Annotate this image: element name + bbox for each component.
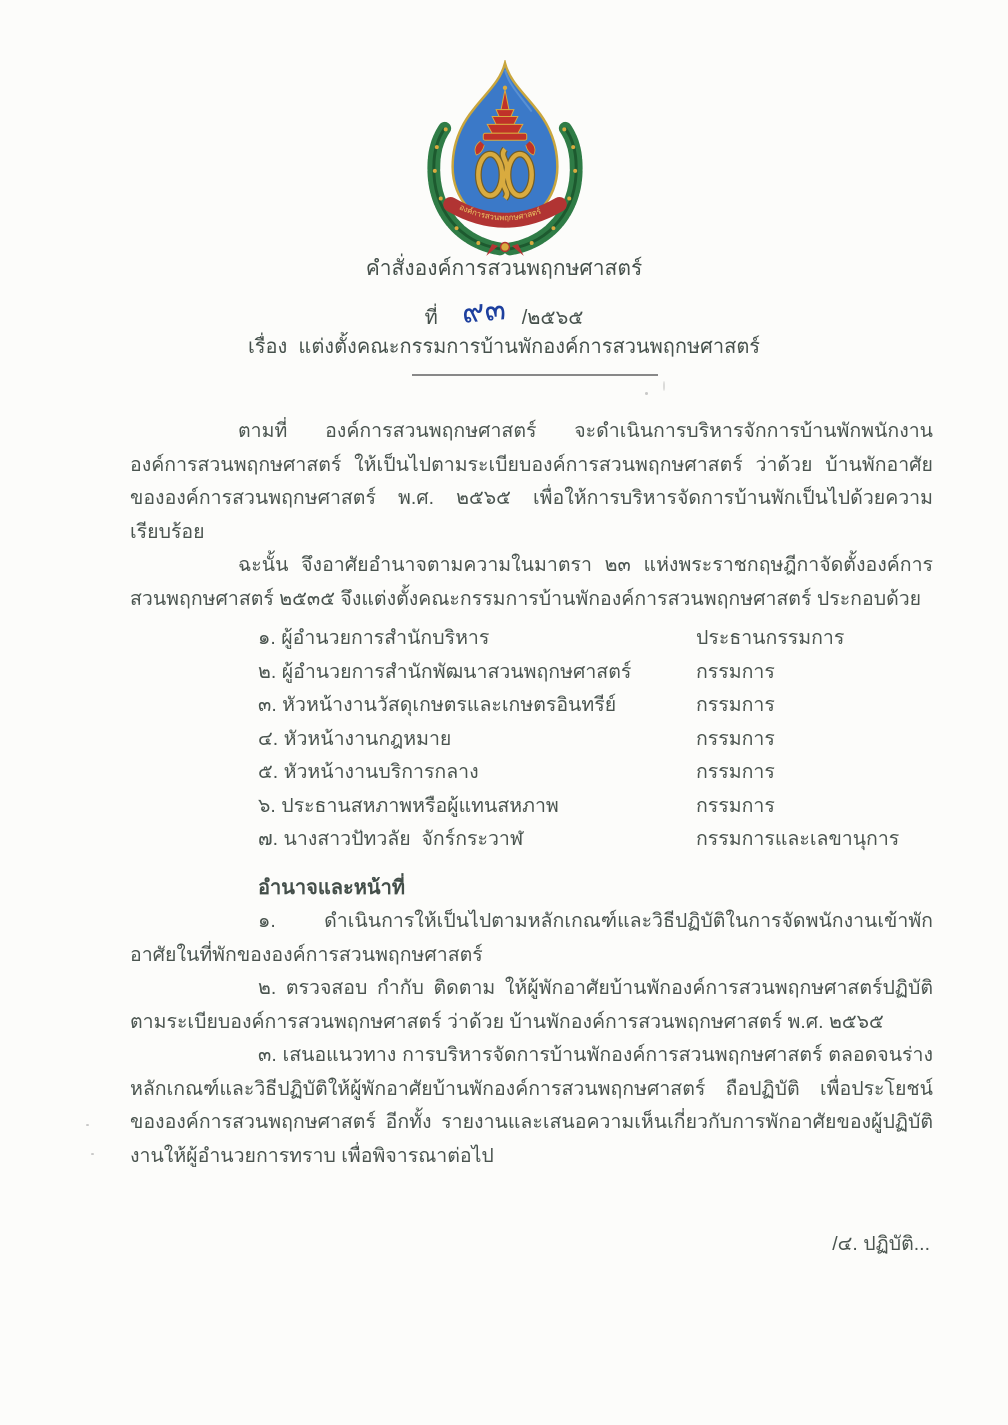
document-title: คำสั่งองค์การสวนพฤกษศาสตร์ (365, 257, 643, 280)
committee-number: ๖. (258, 794, 276, 817)
committee-role: กรรมการและเลขานุการ (696, 828, 900, 850)
committee-name: หัวหน้างานกฎหมาย (283, 727, 452, 750)
scan-artifact (645, 392, 648, 395)
emblem-graphic (421, 60, 589, 258)
committee-number: ๓. (258, 694, 277, 716)
document-subject: เรื่อง แต่งตั้งคณะกรรมการบ้านพักองค์การสวนพฤกษศาสตร์ (247, 336, 761, 358)
document-header (0, 253, 1008, 362)
paragraph-authority: ฉะนั้น จึงอาศัยอำนาจตามความในมาตรา ๒๓ แห่งพระราชกฤษฎีกาจัดตั้งองค์การสวนพฤกษศาสตร์ ๒๕๓๕ จึงแต่งตั้งคณะกรรมการบ้านพักองค์การสวนพฤกษศาสตร์ ประกอบด้วย (130, 554, 933, 610)
continuation-note: /๔. ปฏิบัติ... (832, 1233, 930, 1255)
committee-number: ๒. (258, 660, 277, 683)
committee-number: ๕. (258, 761, 279, 783)
committee-row (130, 622, 933, 656)
committee-name: ผู้อำนวยการสำนักพัฒนาสวนพฤกษศาสตร์ (281, 660, 632, 683)
scan-artifact (91, 1153, 94, 1155)
committee-number: ๗. (258, 828, 279, 850)
paragraph-preamble: ตามที่ องค์การสวนพฤกษศาสตร์ จะดำเนินการบริหารจักการบ้านพักพนักงานองค์การสวนพฤกษศาสตร์ ให้เป็นไปตามระเบียบองค์การสวนพฤกษศาสตร์ ว่าด้วย บ้านพักอาศัยขององค์การสวนพฤกษศาสตร์ พ.ศ. ๒๕๖๕ เพื่อให้การบริหารจัดการบ้านพักเป็นไปด้วยความเรียบร้อย (130, 420, 933, 543)
committee-row (130, 723, 933, 757)
committee-role: กรรมการ (696, 794, 775, 817)
committee-row (130, 823, 933, 857)
number-year: /๒๕๖๕ (521, 307, 584, 329)
document-body (130, 415, 933, 1173)
committee-role: กรรมการ (696, 727, 775, 750)
committee-number: ๔. (258, 727, 279, 750)
committee-role: กรรมการ (696, 660, 775, 683)
committee-name: หัวหน้างานวัสดุเกษตรและเกษตรอินทรีย์ (282, 694, 617, 716)
committee-list (130, 622, 933, 857)
document-number-line (0, 288, 1008, 328)
committee-row (130, 756, 933, 790)
duty-item: ๒. ตรวจสอบ กำกับ ติดตาม ให้ผู้พักอาศัยบ้านพักองค์การสวนพฤกษศาสตร์ปฏิบัติตามระเบียบองค์การสวนพฤกษศาสตร์ ว่าด้วย บ้านพักองค์การสวนพฤกษศาสตร์ พ.ศ. ๒๕๖๕ (130, 977, 933, 1033)
committee-role: กรรมการ (696, 761, 775, 783)
scan-artifact (663, 381, 665, 391)
scan-artifact (86, 1124, 89, 1126)
committee-row (130, 689, 933, 723)
committee-name: ผู้อำนวยการสำนักบริหาร (281, 627, 490, 649)
emblem-banner-text: องค์การสวนพฤกษศาสตร์ (457, 202, 543, 223)
committee-role: ประธานกรรมการ (696, 627, 845, 649)
committee-name: นางสาวปัทวลัย จักร์กระวาฬ (283, 828, 524, 850)
duty-item: ๑. ดำเนินการให้เป็นไปตามหลักเกณฑ์และวิธีปฏิบัติในการจัดพนักงานเข้าพักอาศัยในที่พักขององค์การสวนพฤกษศาสตร์ (130, 910, 933, 966)
committee-row (130, 790, 933, 824)
number-prefix: ที่ (424, 307, 438, 329)
duties-heading: อำนาจและหน้าที่ (258, 876, 406, 899)
duty-item: ๓. เสนอแนวทาง การบริหารจัดการบ้านพักองค์การสวนพฤกษศาสตร์ ตลอดจนร่างหลักเกณฑ์และวิธีปฏิบัติให้ผู้พักอาศัยบ้านพักองค์การสวนพฤกษศาสตร์ ถือปฏิบัติ เพื่อประโยชน์ขององค์การสวนพฤกษศาสตร์ อีกทั้ง รายงานและเสนอความเห็นเกี่ยวกับการพักอาศัยของผู้ปฏิบัติงานให้ผู้อำนวยการทราบ เพื่อพิจารณาต่อไป (130, 1044, 933, 1167)
organization-emblem-logo (421, 60, 589, 258)
committee-row (130, 656, 933, 690)
committee-name: หัวหน้างานบริการกลาง (283, 761, 479, 783)
divider-line (412, 374, 658, 376)
committee-number: ๑. (258, 627, 276, 649)
committee-role: กรรมการ (696, 694, 775, 716)
handwritten-document-number: ๙๓ (460, 291, 507, 330)
committee-name: ประธานสหภาพหรือผู้แทนสหภาพ (281, 794, 559, 817)
